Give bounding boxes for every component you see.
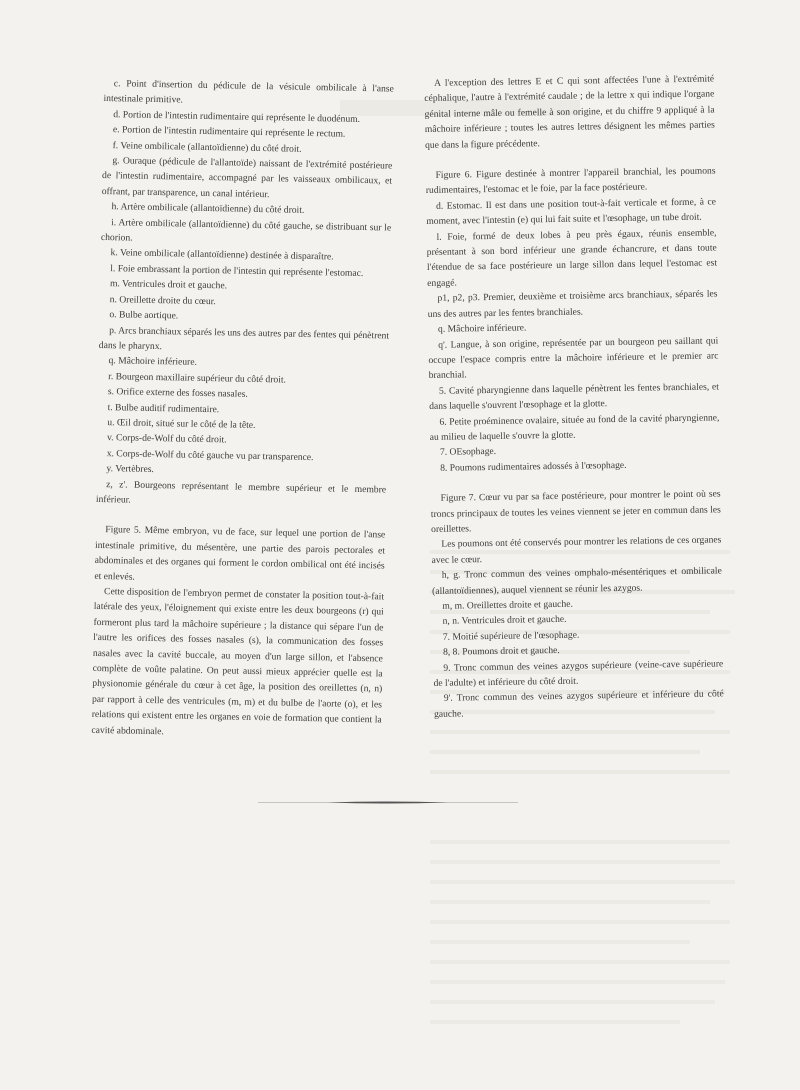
legend-entry: s. Orifice externe des fosses nasales. — [107, 386, 248, 400]
legend-entry: k. Veine ombilicale (allantoïdienne) destinée à disparaître. — [110, 247, 334, 263]
legend-entry: e. Portion de l'intestin rudimentaire qui représente le rectum. — [112, 124, 346, 140]
legend-entry: h. Artère ombilicale (allantoïdienne) du côté droit. — [111, 201, 305, 217]
right-text-column — [424, 71, 724, 722]
legend-entry: y. Vertèbres. — [106, 463, 154, 476]
legend-entry: n. Oreillette droite du cœur. — [109, 293, 216, 307]
legend-entry: g. Ouraque (pédicule de l'allantoïde) naissant de l'extrémité postérieure de l'intestin rudimentaire, accompagné par les vaisseaux ombilicaux, et offrant, par transparence, un canal intérieur. — [101, 155, 393, 201]
legend-entry: q. Mâchoire inférieure. — [437, 322, 527, 335]
legend-entry: 9. Tronc commun des veines azygos supérieure (veine-cave supérieure de l'adulte) et inférieure du côté droit. — [433, 657, 724, 689]
show-through-text-lower — [430, 830, 750, 1050]
legend-entry: 8, 8. Poumons droit et gauche. — [442, 645, 560, 658]
legend-entry: d. Estomac. Il est dans une position tout-à-fait verticale et forme, à ce moment, avec l'intestin (e) qui lui fait suite et l'œsophage, un tube droit. — [426, 196, 717, 228]
legend-entry: v. Corps-de-Wolf du côté droit. — [106, 432, 227, 446]
figure-caption: Figure 7. Cœur vu par sa face postérieure, pour montrer le point où ses troncs principaux de toutes les veines viennent se jeter en commun dans les oreillettes. — [430, 488, 721, 535]
legend-entry: m. Ventricules droit et gauche. — [109, 278, 228, 292]
legend-entry: c. Point d'insertion du pédicule de la vésicule ombilicale à l'anse intestinale primitive. — [103, 78, 394, 106]
legend-entry: 6. Petite proéminence ovalaire, située au fond de la cavité pharyngienne, au milieu de laquelle s'ouvre la glotte. — [429, 411, 720, 443]
legend-entry: i. Artère ombilicale (allantoïdienne) du côté gauche, se distribuant sur le chorion. — [100, 216, 392, 244]
legend-entry: m, m. Oreillettes droite et gauche. — [442, 598, 573, 612]
legend-entry: A l'exception des lettres E et C qui sont affectées l'une à l'extrémité céphalique, l'autre à l'extrémité caudale ; de la lettre x qui indique l'organe génital interne mâle ou femelle à son origine, et du chiffre 9 appliqué à la mâchoire inférieure ; toutes les autres lettres désignent les mêmes parties que dans la figure précédente. — [424, 73, 715, 151]
legend-entry: d. Portion de l'intestin rudimentaire qui représente le duodénum. — [113, 108, 361, 125]
legend-entry: u. Œil droit, situé sur le côté de la tête. — [107, 417, 256, 431]
legend-entry: p1, p2, p3. Premier, deuxième et troisième arcs branchiaux, séparés les uns des autres par les fentes branchiales. — [427, 288, 718, 320]
legend-entry: q'. Langue, à son origine, représentée par un bourgeon peu saillant qui occupe l'espace compris entre la mâchoire inférieure et le premier arc branchial. — [428, 334, 719, 382]
legend-entry: 7. OEsophage. — [439, 446, 497, 459]
show-through-lines-lower — [430, 830, 750, 1050]
legend-entry: l. Foie embrassant la portion de l'intestin qui représente l'estomac. — [110, 263, 364, 279]
legend-entry: o. Bulbe aortique. — [109, 309, 179, 322]
legend-entry: x. Corps-de-Wolf du côté gauche vu par transparence. — [106, 447, 314, 463]
legend-entry: l. Foie, formé de deux lobes à peu près égaux, réunis ensemble, présentant à son bord inférieur une grande échancrure, et dans toute l'étendue de sa face postérieure un large sillon dans lequel l'estomac est engagé. — [426, 227, 718, 289]
legend-entry: 9'. Tronc commun des veines azygos supérieure et inférieure du côté gauche. — [433, 688, 724, 720]
figure-caption: Figure 5. Même embryon, vu de face, sur lequel une portion de l'anse intestinale primitive, du mésentère, une partie des parois pectorales et abdominales et des organes qui forment le cordon ombilical ont été incisés et enlevés. — [94, 524, 386, 583]
legend-entry: 5. Cavité pharyngienne dans laquelle pénètrent les fentes branchiales, et dans laquelle s'ouvrent l'œsophage et la glotte. — [429, 381, 720, 413]
left-text-column — [91, 76, 394, 744]
legend-entry: 8. Poumons rudimentaires adossés à l'œsophage. — [440, 459, 627, 474]
legend-entry: r. Bourgeon maxillaire supérieur du côté droit. — [108, 370, 287, 386]
figure-caption: Figure 6. Figure destinée à montrer l'appareil branchial, les poumons rudimentaires, l'estomac et le foie, par la face postérieure. — [425, 165, 716, 197]
legend-entry: n, n. Ventricules droit et gauche. — [442, 614, 567, 628]
legend-entry: f. Veine ombilicale (allantoïdienne) du côté droit. — [112, 139, 302, 155]
legend-entry: Cette disposition de l'embryon permet de constater la position tout-à-fait latérale des yeux, l'éloignement qui existe entre les deux bourgeons (r) qui formeront plus tard la mâchoire supérieure ; la distance qui sépare l'un de l'autre les orifices des fosses nasales (s), la communication des fosses nasales avec la cavité buccale, au moyen d'un large sillon, et l'absence complète de voûte palatine. On peut aussi mieux apprécier quelle est la physionomie générale du cœur à cet âge, la position des oreillettes (n, n) par rapport à celle des ventricules (m, m) et du bulbe de l'aorte (o), et les relations qui existent entre les organes en voie de formation que contient la cavité abdominale. — [91, 586, 385, 737]
legend-entry: p. Arcs branchiaux séparés les uns des autres par des fentes qui pénètrent dans le pharynx. — [98, 324, 390, 353]
ornamental-rule — [258, 801, 518, 804]
legend-entry: 7. Moitié supérieure de l'œsophage. — [442, 629, 580, 643]
legend-entry: z, z'. Bourgeons représentant le membre supérieur et le membre inférieur. — [95, 478, 387, 506]
legend-entry: h, g. Tronc commun des veines omphalo-mésentériques et ombilicale (allantoïdiennes), auquel viennent se réunir les azygos. — [432, 565, 722, 597]
legend-entry: q. Mâchoire inférieure. — [108, 355, 198, 369]
legend-entry: t. Bulbe auditif rudimentaire. — [107, 401, 220, 415]
legend-entry: Les poumons ont été conservés pour montrer les relations de ces organes avec le cœur. — [431, 534, 722, 566]
